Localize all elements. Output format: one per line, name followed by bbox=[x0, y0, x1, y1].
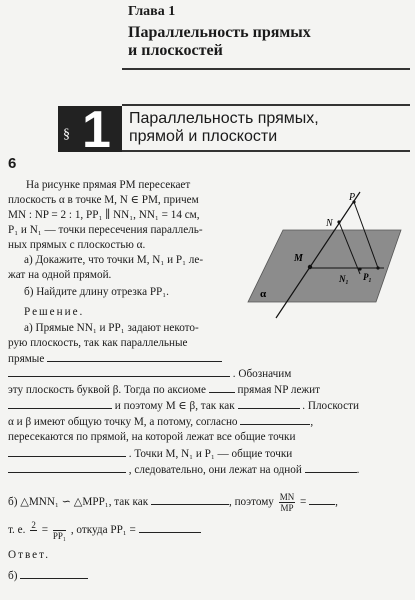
solution-text: , поэтому bbox=[228, 496, 274, 509]
solution-text-line bbox=[8, 398, 359, 413]
solution-heading: Решение. bbox=[24, 306, 85, 318]
solution-text: , bbox=[335, 496, 338, 509]
section-rule-top bbox=[122, 104, 410, 106]
fill-blank[interactable] bbox=[8, 398, 112, 409]
plane-alpha bbox=[248, 230, 401, 302]
solution-text-line bbox=[8, 446, 292, 461]
solution-text: б) △MNN₁ ∽ △MPP₁, так как bbox=[8, 496, 149, 509]
solution-text: прямые bbox=[8, 353, 45, 365]
label-alpha: α bbox=[260, 288, 267, 300]
point-m bbox=[308, 265, 312, 269]
answer-label: б) bbox=[8, 570, 18, 582]
solution-text: α и β имеют общую точку M, а потому, согласно bbox=[8, 416, 238, 428]
fill-blank[interactable] bbox=[8, 366, 230, 377]
solution-text: прямая NP лежит bbox=[237, 384, 321, 396]
part-b-line bbox=[8, 492, 338, 513]
fill-blank[interactable] bbox=[209, 382, 235, 393]
point-n bbox=[337, 220, 340, 223]
label-p1: P₁ bbox=[363, 272, 372, 282]
solution-text-line bbox=[8, 462, 359, 477]
fraction-denominator: PP₁ bbox=[52, 531, 67, 541]
fraction-numerator: MN bbox=[279, 492, 295, 502]
solution-text: . Плоскости bbox=[302, 400, 359, 412]
problem-text-line: а) Докажите, что точки M, N₁ и P₁ ле- bbox=[24, 254, 204, 266]
label-n: N bbox=[326, 218, 333, 229]
fill-blank[interactable] bbox=[8, 446, 126, 457]
fill-blank[interactable] bbox=[305, 462, 357, 473]
solution-text: . Точки M, N₁ и P₁ — общие точки bbox=[128, 448, 293, 460]
chapter-title bbox=[128, 24, 388, 60]
fraction-numerator: 2 bbox=[31, 520, 36, 530]
fraction-numerator bbox=[53, 520, 66, 531]
problem-text-line: На рисунке прямая PM пересекает bbox=[26, 179, 191, 191]
problem-text-line: плоскость α в точке M, N ∈ PM, причем bbox=[8, 194, 199, 206]
part-b-line: т. е. 2 = PP₁ , откуда PP₁ = bbox=[8, 520, 201, 541]
solution-text: , следовательно, они лежат на одной bbox=[128, 464, 302, 476]
solution-text: . bbox=[356, 464, 360, 476]
solution-text-line bbox=[8, 414, 313, 429]
solution-text: и поэтому M ∈ β, так как bbox=[114, 400, 235, 412]
section-badge bbox=[58, 101, 122, 159]
solution-text: = bbox=[300, 496, 307, 509]
fraction-denominator bbox=[30, 531, 37, 541]
section-title-line-1: Параллельность прямых, bbox=[129, 110, 319, 127]
answer-heading: Ответ. bbox=[8, 549, 50, 561]
fill-blank[interactable] bbox=[20, 568, 88, 579]
chapter-divider bbox=[122, 68, 410, 70]
section-title-line-2: прямой и плоскости bbox=[129, 128, 278, 145]
chapter-title-line-2: и плоскостей bbox=[128, 42, 223, 59]
fill-blank[interactable] bbox=[238, 398, 300, 409]
section-rule-bottom bbox=[122, 150, 410, 152]
problem-text-line: MN : NP = 2 : 1, PP₁ ∥ NN₁, NN₁ = 14 см, bbox=[8, 209, 200, 221]
solution-text-line: пересекаются по прямой, на которой лежат все общие точки bbox=[8, 431, 296, 443]
solution-text: эту плоскость буквой β. Тогда по аксиоме bbox=[8, 384, 206, 396]
fraction-2-blank bbox=[30, 520, 37, 541]
section-title bbox=[129, 110, 319, 146]
solution-text: т. е. bbox=[8, 524, 26, 537]
fill-blank[interactable] bbox=[151, 494, 229, 505]
solution-text-line: рую плоскость, так как параллельные bbox=[8, 337, 188, 349]
fill-blank[interactable] bbox=[309, 494, 335, 505]
problem-number: 6 bbox=[8, 155, 17, 172]
solution-text: , откуда PP₁ = bbox=[70, 524, 136, 537]
label-p: P bbox=[349, 192, 356, 203]
section-number: 1 bbox=[82, 101, 111, 159]
point-p1 bbox=[376, 266, 379, 269]
solution-text-line: а) Прямые NN₁ и PP₁ задают некото- bbox=[24, 322, 199, 334]
fill-blank[interactable] bbox=[47, 351, 222, 362]
problem-text-line: жат на одной прямой. bbox=[8, 269, 112, 281]
fraction-denominator: MP bbox=[280, 503, 294, 513]
label-n1: N₁ bbox=[339, 274, 349, 284]
problem-text-line: б) Найдите длину отрезка PP₁. bbox=[24, 286, 169, 298]
solution-text-line bbox=[8, 382, 320, 397]
fill-blank[interactable] bbox=[139, 522, 201, 533]
point-n1 bbox=[358, 267, 361, 270]
solution-text-line bbox=[8, 351, 222, 366]
label-m: M bbox=[294, 253, 303, 264]
geometry-figure bbox=[236, 190, 406, 320]
fraction-blank-pp1 bbox=[53, 520, 66, 541]
section-symbol: § bbox=[63, 127, 70, 142]
answer-line bbox=[8, 568, 88, 583]
solution-text: . Обозначим bbox=[232, 368, 292, 380]
chapter-title-line-1: Параллельность прямых bbox=[128, 24, 311, 41]
problem-text-line: P₁ и N₁ — точки пересечения параллель- bbox=[8, 224, 203, 236]
solution-text-line bbox=[8, 366, 291, 381]
problem-text-line: ных прямых с плоскостью α. bbox=[8, 239, 146, 251]
fill-blank[interactable] bbox=[240, 414, 310, 425]
fill-blank[interactable] bbox=[8, 462, 126, 473]
solution-text: , bbox=[310, 416, 314, 428]
fraction-mn-mp bbox=[279, 492, 296, 513]
chapter-label: Глава 1 bbox=[128, 4, 176, 19]
